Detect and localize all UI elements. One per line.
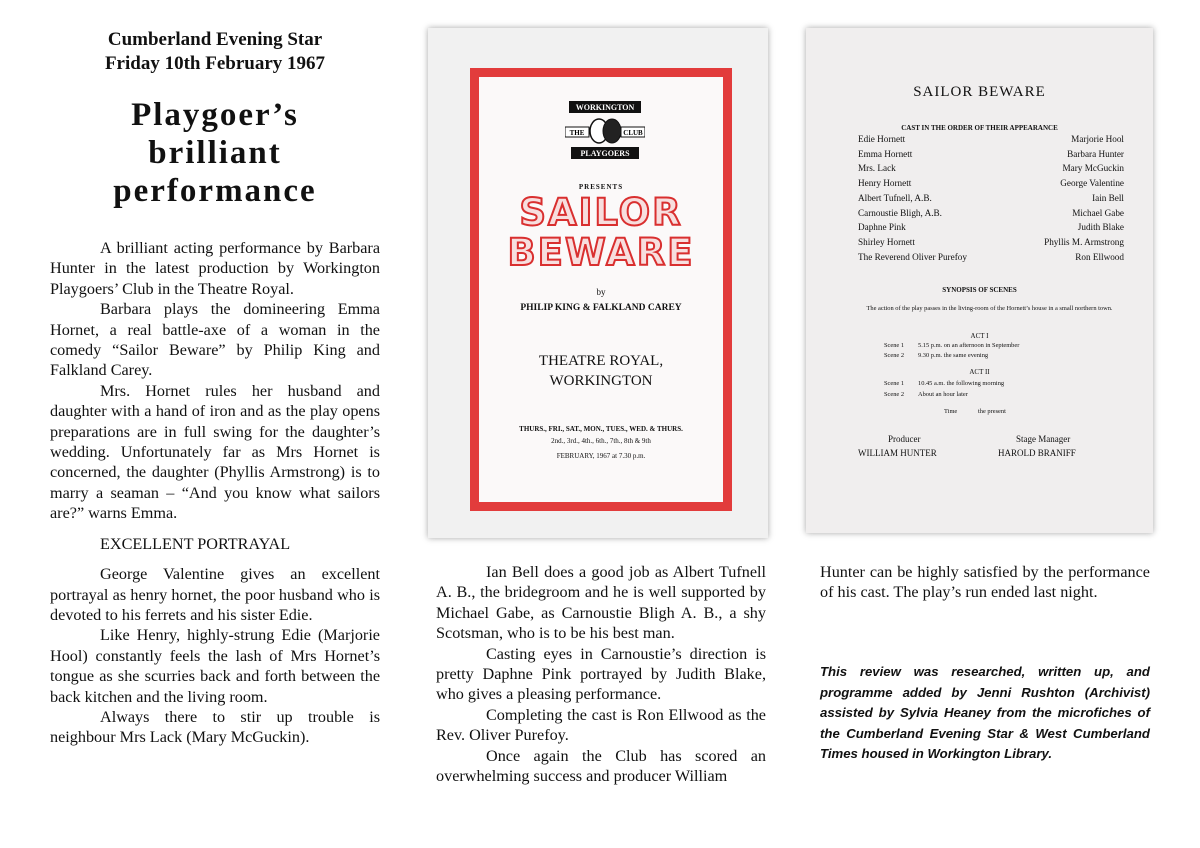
publication-date: Friday 10th February 1967 bbox=[104, 53, 326, 74]
cast-row bbox=[858, 134, 1124, 148]
by-label: by bbox=[596, 287, 606, 297]
paragraph: Barbara plays the domineering Emma Hornet, a real battle-axe of a woman in the comedy “Sailor Beware” by Philip King and Falkland Carey. bbox=[50, 300, 380, 380]
cast-actor: Marjorie Hool bbox=[1071, 134, 1124, 144]
programme-cover-image bbox=[428, 28, 768, 538]
performance-days: THURS., FRI., SAT., MON., TUES., WED. & THURS. bbox=[519, 425, 683, 433]
paragraph: Casting eyes in Carnoustie’s direction is pretty Daphne Pink portrayed by Judith Blake, who gives a pleasing performance. bbox=[436, 644, 766, 704]
act-2-scene-2-time: About an hour later bbox=[918, 391, 968, 398]
producer-label: Producer bbox=[888, 434, 921, 444]
cast-row bbox=[858, 222, 1124, 236]
cast-actor: Barbara Hunter bbox=[1067, 148, 1124, 159]
logo-the-text: THE bbox=[569, 129, 585, 137]
cast-page-title: SAILOR BEWARE bbox=[913, 84, 1046, 100]
performance-day-numbers: 2nd., 3rd., 4th., 6th., 7th., 8th & 9th bbox=[551, 437, 651, 445]
performance-dates bbox=[489, 423, 713, 462]
cast-actor: Michael Gabe bbox=[1072, 207, 1124, 218]
cast-actor: Judith Blake bbox=[1077, 222, 1124, 233]
article-column-1 bbox=[50, 238, 380, 748]
play-authors: PHILIP KING & FALKLAND CAREY bbox=[520, 303, 682, 313]
cast-actor: Phyllis M. Armstrong bbox=[1044, 236, 1124, 247]
cast-row bbox=[858, 252, 1124, 266]
logo-club-text: CLUB bbox=[623, 129, 643, 137]
paragraph: Ian Bell does a good job as Albert Tufnell A. B., the bridegroom and he is well supported by Michael Gabe, as Carnoustie Bligh A. B., a shy Scotsman, who is to be his best man. bbox=[436, 563, 766, 643]
stage-manager-label: Stage Manager bbox=[1016, 434, 1071, 444]
act-2-scene-1-label: Scene 1 bbox=[884, 380, 905, 387]
cast-heading: CAST IN THE ORDER OF THEIR APPEARANCE bbox=[901, 124, 1058, 132]
act-1-scene-2-time: 9.30 p.m. the same evening bbox=[918, 352, 989, 359]
headline-line-3: performance bbox=[113, 173, 317, 209]
cast-actor: Ron Ellwood bbox=[1075, 251, 1124, 262]
cast-actor: Mary McGuckin bbox=[1062, 163, 1124, 174]
cast-role: Emma Hornett bbox=[858, 148, 913, 159]
paragraph: George Valentine gives an excellent portrayal as henry hornet, the poor husband who is devoted to his ferrets and his sister Edie. bbox=[50, 565, 380, 624]
cast-role: Mrs. Lack bbox=[858, 163, 896, 174]
act-2-heading: ACT II bbox=[969, 368, 990, 376]
logo-bottom-text: PLAYGOERS bbox=[580, 149, 630, 158]
cast-role: Albert Tufnell, A.B. bbox=[858, 192, 932, 203]
cast-role: Daphne Pink bbox=[858, 222, 906, 233]
cast-row bbox=[858, 193, 1124, 207]
paragraph: Always there to stir up trouble is neighbour Mrs Lack (Mary McGuckin). bbox=[50, 707, 380, 747]
performance-month: FEBRUARY, 1967 at 7.30 p.m. bbox=[556, 452, 646, 460]
cast-role: Edie Hornett bbox=[858, 134, 906, 144]
cast-role: The Reverend Oliver Purefoy bbox=[858, 251, 967, 262]
act-2-scene-2-label: Scene 2 bbox=[884, 391, 905, 398]
playgoers-club-logo bbox=[565, 101, 645, 161]
venue bbox=[479, 351, 723, 391]
act-2-scene-1-time: 10.45 a.m. the following morning bbox=[918, 380, 1005, 387]
archivist-note: This review was researched, written up, and programme added by Jenni Rushton (Archivist) assisted by Sylvia Heaney from the microfiches of the Cumberland Evening Star & West Cumberland Times housed in Workington Library. bbox=[820, 664, 1150, 761]
subheading: EXCELLENT PORTRAYAL bbox=[100, 534, 291, 553]
paragraph: A brilliant acting performance by Barbara Hunter in the latest production by Workington Playgoers’ Club in the Theatre Royal. bbox=[50, 239, 380, 298]
play-title-line-1: SAILOR bbox=[519, 191, 683, 234]
producer-name: WILLIAM HUNTER bbox=[858, 448, 937, 458]
play-title-line-2: BEWARE bbox=[507, 231, 695, 274]
cast-row bbox=[858, 237, 1124, 251]
publication-masthead bbox=[50, 28, 380, 76]
cast-role: Shirley Hornett bbox=[858, 236, 915, 247]
paragraph: Once again the Club has scored an overwhelming success and producer William bbox=[436, 746, 766, 786]
article-column-2 bbox=[436, 562, 766, 786]
paragraph: Hunter can be highly satisfied by the performance of his cast. The play’s run ended last night. bbox=[820, 563, 1150, 602]
synopsis-heading: SYNOPSIS OF SCENES bbox=[942, 286, 1017, 294]
cast-actor: George Valentine bbox=[1060, 178, 1124, 189]
paragraph: Like Henry, highly-strung Edie (Marjorie Hool) constantly feels the lash of Mrs Hornet’s tongue as she scurries back and forth between the back kitchen and the living room. bbox=[50, 626, 380, 706]
cast-row bbox=[858, 163, 1124, 177]
programme-cast-page-image bbox=[806, 28, 1153, 533]
cast-role: Carnoustie Bligh, A.B. bbox=[858, 207, 942, 218]
act-1-heading: ACT I bbox=[970, 332, 989, 340]
cast-actor: Iain Bell bbox=[1092, 192, 1124, 203]
act-1-scene-1-time: 5.15 p.m. on an afternoon in September bbox=[918, 342, 1020, 349]
cast-row bbox=[858, 149, 1124, 163]
article-column-3 bbox=[820, 562, 1150, 603]
headline-line-1: Playgoer’s bbox=[131, 97, 299, 133]
presents-label: PRESENTS bbox=[578, 183, 624, 191]
programme-red-border bbox=[470, 68, 732, 511]
article-headline bbox=[50, 96, 380, 210]
logo-top-text: WORKINGTON bbox=[575, 103, 635, 112]
paragraph: Mrs. Hornet rules her husband and daughter with a hand of iron and as the play opens preparations are in full swing for the daughter’s wedding. Unfortunately far as Mrs Hornet is concerned, the daughter (Phyllis Armstrong) is to marry a seaman – “And you know what sailors are?” warns Emma. bbox=[50, 381, 380, 523]
paragraph: Completing the cast is Ron Ellwood as the Rev. Oliver Purefoy. bbox=[436, 705, 766, 745]
cast-row bbox=[858, 208, 1124, 222]
cast-row bbox=[858, 178, 1124, 192]
venue-line-2: WORKINGTON bbox=[549, 373, 653, 389]
publication-name: Cumberland Evening Star bbox=[107, 29, 323, 50]
stage-manager-name: HAROLD BRANIFF bbox=[998, 448, 1076, 458]
act-1-scene-1-label: Scene 1 bbox=[884, 342, 905, 349]
headline-line-2: brilliant bbox=[148, 135, 282, 171]
time-label: Time bbox=[944, 408, 958, 415]
venue-line-1: THEATRE ROYAL, bbox=[538, 353, 664, 369]
cast-role: Henry Hornett bbox=[858, 178, 912, 189]
synopsis-text: The action of the play passes in the living-room of the Hornett’s house in a small northern town. bbox=[866, 305, 1113, 312]
act-1-scene-2-label: Scene 2 bbox=[884, 352, 905, 359]
time-value: the present bbox=[978, 408, 1006, 415]
